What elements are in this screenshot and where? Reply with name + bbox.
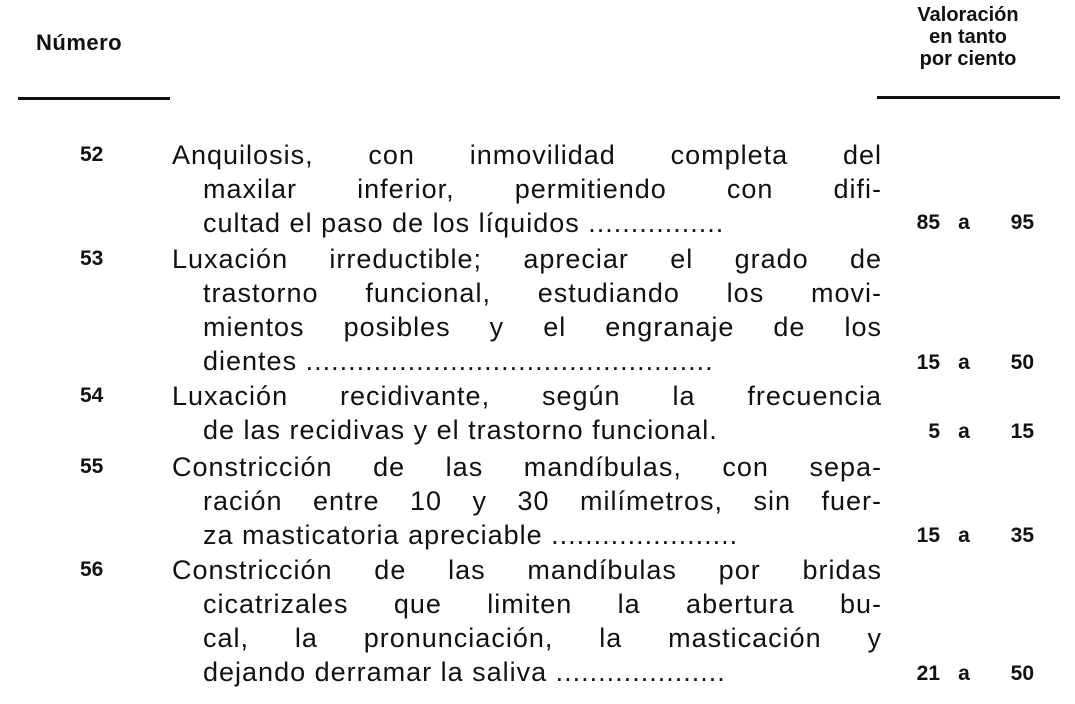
entry-description (172, 553, 882, 689)
description-line: de las recidivas y el trastorno funcional. (203, 415, 718, 445)
numero-column-header: Número (36, 30, 123, 55)
valoracion-column-header (878, 4, 1058, 70)
entry-number: 54 (80, 384, 104, 407)
valuation-separator: a (958, 420, 970, 443)
description-line: cultad el paso de los líquidos ................ (203, 208, 725, 238)
valuation-min: 21 (916, 662, 940, 685)
entry-description (172, 138, 882, 240)
entry-description (172, 450, 882, 552)
description-line: maxilar inferior, permitiendo con difi- (203, 174, 882, 204)
entry-number: 52 (80, 143, 104, 166)
entry-description (172, 242, 882, 378)
valoracion-header-line: en tanto (929, 26, 1007, 48)
numero-header-rule (18, 97, 170, 100)
valuation-separator: a (958, 211, 970, 234)
valuation-max: 95 (1010, 211, 1034, 234)
description-line: cicatrizales que limiten la abertura bu- (203, 589, 882, 619)
description-line: za masticatoria apreciable ...................... (203, 520, 739, 550)
description-line: Luxación recidivante, según la frecuencia (172, 381, 882, 411)
description-line: Luxación irreductible; apreciar el grado de (172, 244, 882, 274)
description-line: cal, la pronunciación, la masticación y (203, 623, 882, 653)
description-line: Constricción de las mandíbulas, con sepa- (172, 452, 882, 482)
entry-description (172, 379, 882, 447)
description-line: Constricción de las mandíbulas por bridas (172, 555, 882, 585)
valuation-separator: a (958, 662, 970, 685)
valuation-min: 85 (916, 211, 940, 234)
valoracion-header-rule (877, 96, 1060, 99)
valoracion-header-line: Valoración (917, 4, 1019, 26)
valuation-min: 5 (928, 420, 940, 443)
entry-number: 55 (80, 455, 104, 478)
description-line: Anquilosis, con inmovilidad completa del (172, 140, 882, 170)
valoracion-header-line: por ciento (919, 48, 1017, 70)
valuation-min: 15 (916, 351, 940, 374)
valuation-max: 35 (1010, 524, 1034, 547)
entry-number: 56 (80, 558, 104, 581)
valuation-max: 15 (1010, 420, 1034, 443)
valuation-max: 50 (1010, 351, 1034, 374)
description-line: mientos posibles y el engranaje de los (203, 312, 882, 342)
description-line: ración entre 10 y 30 milímetros, sin fuer- (203, 486, 882, 516)
description-line: dientes ................................................ (203, 346, 714, 376)
valuation-separator: a (958, 524, 970, 547)
entry-number: 53 (80, 247, 104, 270)
description-line: dejando derramar la saliva .................... (203, 657, 726, 687)
valuation-separator: a (958, 351, 970, 374)
valuation-min: 15 (916, 524, 940, 547)
description-line: trastorno funcional, estudiando los movi- (203, 278, 882, 308)
valuation-max: 50 (1010, 662, 1034, 685)
